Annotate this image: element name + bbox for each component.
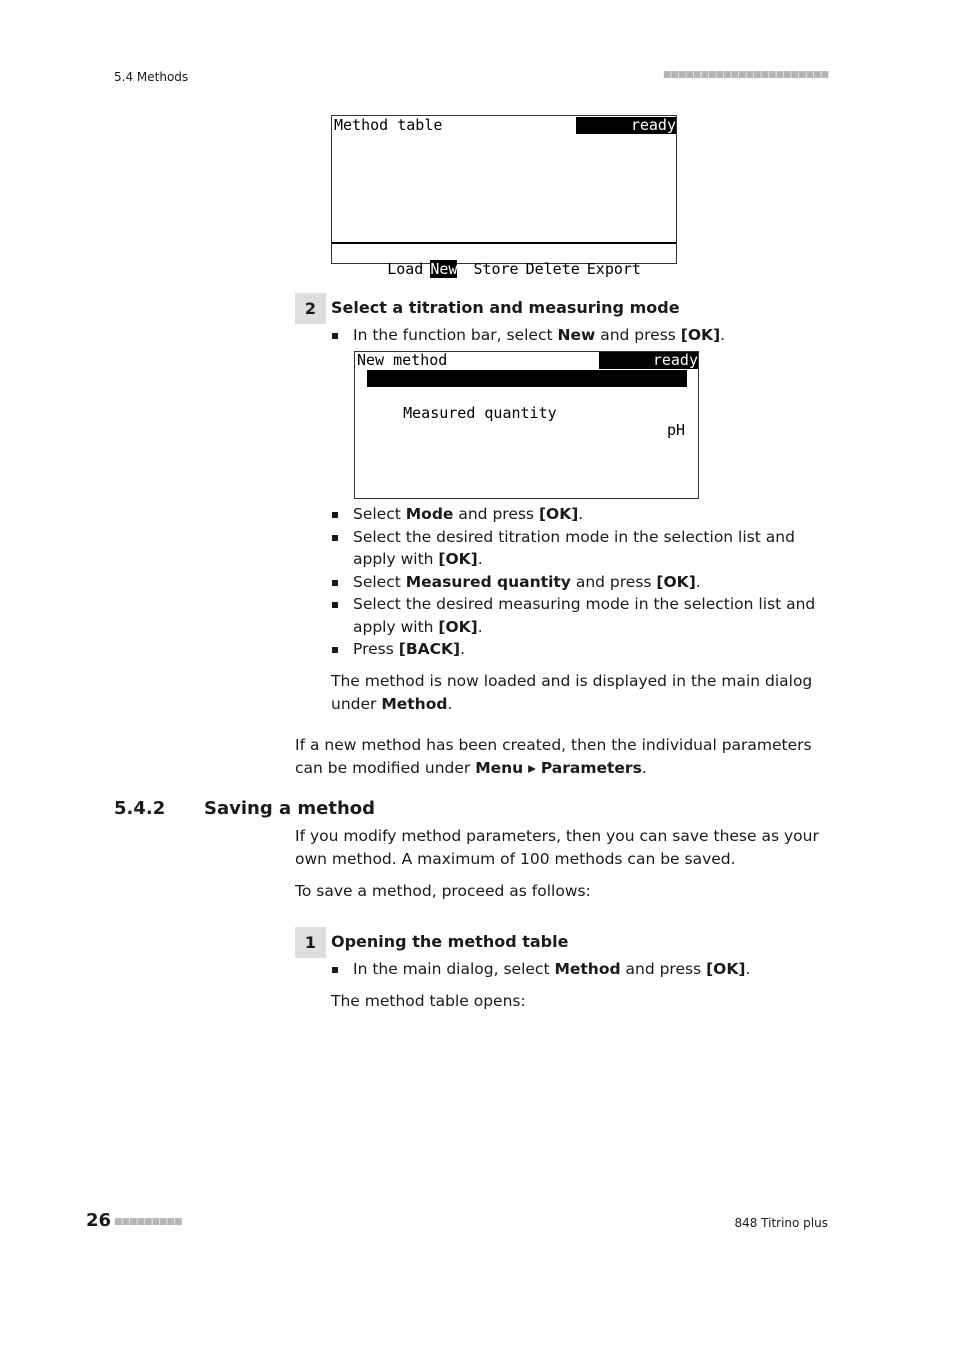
new-method-paragraph: If a new method has been created, then the individual parameters can be modified under Menu ▸ Parameters. (295, 736, 812, 777)
section-number: 5.4.2 (114, 798, 166, 819)
list-item: Select the desired titration mode in the selection list and apply with [OK]. (331, 526, 831, 571)
function-delete[interactable]: Delete (525, 260, 580, 278)
intro-paragraph: If you modify method parameters, then you can save these as your own method. A maximum of 100 methods can be saved. (295, 827, 819, 868)
footer-decoration: ■■■■■■■■■ (114, 1217, 182, 1227)
lcd-method-table (331, 115, 677, 278)
list-item: Select the desired measuring mode in the selection list and apply with [OK]. (331, 593, 831, 638)
step-title: Select a titration and measuring mode (331, 298, 680, 317)
lcd-function-bar (332, 242, 676, 278)
step-number: 1 (295, 927, 326, 958)
list-item: Press [BACK]. (331, 638, 831, 661)
lcd-status: ready (599, 352, 698, 369)
closing-paragraph: The method table opens: (331, 992, 526, 1010)
footer-product: 848 Titrino plus (734, 1216, 828, 1230)
running-header-section: 5.4 Methods (114, 70, 189, 84)
page-number: 26 (86, 1210, 112, 1231)
step2-bullets (331, 324, 831, 347)
function-load[interactable]: Load (387, 260, 424, 278)
function-new[interactable]: New (430, 260, 458, 278)
function-export[interactable]: Export (586, 260, 641, 278)
step-title: Opening the method table (331, 932, 569, 951)
list-item: Select Mode and press [OK]. (331, 503, 831, 526)
section-title: Saving a method (204, 798, 376, 819)
list-item: In the main dialog, select Method and press [OK]. (331, 958, 831, 981)
lcd-new-method (354, 351, 699, 499)
lcd-row-measured-quantity[interactable]: Measured quantity pH (403, 404, 685, 439)
function-store[interactable]: Store (473, 260, 519, 278)
lcd-row-mode[interactable]: Mode MET (367, 370, 687, 387)
list-item: In the function bar, select New and press [OK]. (331, 324, 831, 347)
step1-bullets (331, 958, 831, 981)
list-item: Select Measured quantity and press [OK]. (331, 571, 831, 594)
result-paragraph: The method is now loaded and is displayed in the main dialog under Method. (331, 672, 813, 713)
lcd-title: New method (357, 351, 448, 369)
lcd-title: Method table (334, 116, 443, 134)
proceed-paragraph: To save a method, proceed as follows: (295, 882, 591, 900)
header-decoration: ■■■■■■■■■■■■■■■■■■■■■■ (662, 70, 828, 80)
step2-more-bullets (331, 503, 831, 661)
step-number: 2 (295, 293, 326, 324)
lcd-status: ready (576, 117, 676, 134)
